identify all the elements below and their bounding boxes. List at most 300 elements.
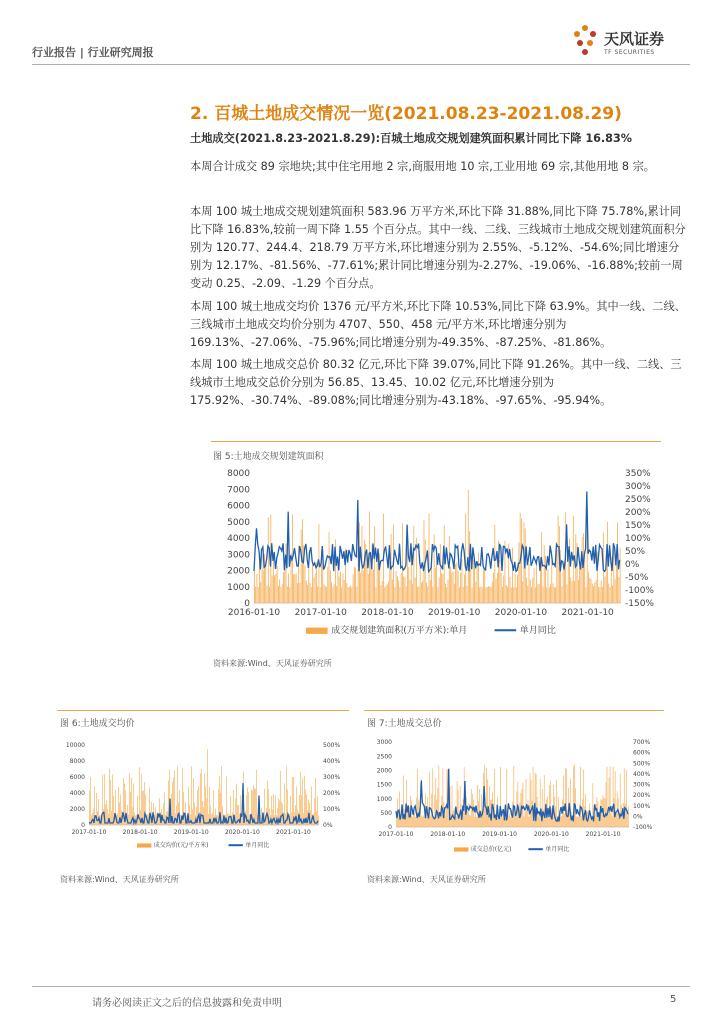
bar bbox=[276, 574, 277, 603]
page-number: 5 bbox=[670, 994, 677, 1005]
bar bbox=[315, 778, 316, 825]
bar bbox=[609, 778, 610, 827]
bar bbox=[456, 562, 457, 603]
y-right-tick: 200% bbox=[323, 790, 341, 798]
x-tick: 2019-01-10 bbox=[482, 831, 517, 838]
bar bbox=[481, 587, 482, 603]
bar bbox=[507, 587, 508, 603]
bar bbox=[326, 587, 327, 603]
bar bbox=[438, 788, 439, 827]
legend-label-line: 单月同比 bbox=[545, 846, 570, 853]
paragraph-3: 本周 100 城土地成交均价 1376 元/平方米,环比下降 10.53%,同比下降 63.9%。其中一线、二线、三线城市土地成交均价分别为 4707、550、458 元/平方米,环比增速分别为 169.13%、-27.06%、-75.96%;同比增速分别为-49.35%、-87.25%、-81.86%。 bbox=[190, 300, 686, 349]
y-left-tick: 1500 bbox=[376, 781, 392, 789]
chart-land-area bbox=[211, 463, 661, 643]
bar bbox=[457, 781, 458, 827]
bar bbox=[430, 815, 431, 827]
bar bbox=[257, 574, 258, 603]
bar bbox=[576, 817, 577, 827]
bar bbox=[368, 574, 369, 603]
bar bbox=[379, 553, 380, 603]
legend-label-line: 单月同比 bbox=[245, 842, 270, 849]
y-left-tick: 0 bbox=[81, 822, 85, 830]
bar bbox=[295, 805, 296, 825]
bar bbox=[586, 587, 587, 603]
bar bbox=[143, 790, 144, 825]
bar bbox=[443, 574, 444, 603]
bar bbox=[518, 782, 519, 827]
bar bbox=[421, 583, 422, 603]
bar bbox=[502, 587, 503, 603]
bar bbox=[350, 585, 351, 603]
bar bbox=[283, 572, 284, 603]
bar bbox=[488, 586, 489, 603]
figure-7-caption: 图 7:土地成交总价 bbox=[367, 719, 442, 729]
y-right-tick: 200% bbox=[625, 508, 651, 519]
bar bbox=[470, 816, 471, 827]
bar bbox=[194, 803, 195, 825]
bar bbox=[339, 576, 340, 603]
y-right-tick: 250% bbox=[625, 495, 651, 506]
bar bbox=[145, 794, 146, 825]
legend-label-bar: 成交总价(亿元) bbox=[470, 846, 512, 853]
bar bbox=[294, 574, 295, 603]
bar bbox=[613, 549, 614, 603]
figure-5-caption: 图 5:土地成交规划建筑面积 bbox=[213, 452, 324, 462]
bar bbox=[496, 579, 497, 603]
x-tick: 2018-01-10 bbox=[430, 831, 466, 838]
footer-disclaimer: 请务必阅读正文之后的信息披露和免责申明 bbox=[92, 998, 282, 1009]
bar bbox=[431, 565, 432, 603]
bar bbox=[522, 582, 523, 603]
bar bbox=[616, 813, 617, 827]
bar bbox=[272, 575, 273, 603]
bar bbox=[427, 586, 428, 603]
bar bbox=[292, 777, 293, 825]
bar bbox=[492, 581, 493, 603]
bar bbox=[550, 781, 551, 827]
bar bbox=[435, 568, 436, 603]
bar bbox=[364, 540, 365, 603]
bar bbox=[132, 807, 133, 825]
y-right-tick: 700% bbox=[633, 739, 651, 747]
bar bbox=[375, 587, 376, 603]
bar bbox=[343, 573, 344, 603]
bar bbox=[255, 587, 256, 603]
bar bbox=[447, 769, 448, 827]
bar bbox=[627, 814, 628, 827]
bar bbox=[582, 537, 583, 603]
bar bbox=[426, 583, 427, 603]
bar bbox=[588, 572, 589, 603]
bar bbox=[593, 586, 594, 603]
bar bbox=[612, 585, 613, 603]
legend-label-line: 单月同比 bbox=[519, 626, 556, 636]
bar bbox=[305, 565, 306, 603]
bar bbox=[408, 567, 409, 603]
bar bbox=[454, 584, 455, 603]
bar bbox=[556, 550, 557, 603]
bar bbox=[553, 583, 554, 603]
bar bbox=[477, 785, 478, 827]
bar bbox=[159, 798, 160, 825]
bar bbox=[190, 814, 191, 825]
bar bbox=[90, 777, 91, 825]
bar bbox=[542, 789, 543, 827]
bar bbox=[419, 586, 420, 603]
bar bbox=[286, 766, 287, 825]
bar bbox=[403, 775, 404, 827]
bar bbox=[344, 580, 345, 603]
bar bbox=[521, 519, 522, 603]
bar bbox=[443, 768, 444, 827]
bar bbox=[468, 490, 469, 603]
bar bbox=[341, 587, 342, 603]
bar bbox=[531, 780, 532, 827]
footer-divider bbox=[32, 986, 690, 987]
bar bbox=[414, 812, 415, 827]
bar bbox=[288, 573, 289, 603]
y-right-tick: 0% bbox=[633, 813, 643, 821]
bar bbox=[473, 560, 474, 603]
bar bbox=[566, 769, 567, 827]
bar bbox=[459, 587, 460, 603]
bar bbox=[578, 580, 579, 603]
y-left-tick: 6000 bbox=[69, 774, 85, 782]
y-right-tick: -150% bbox=[625, 599, 654, 610]
bar bbox=[607, 767, 608, 827]
bar bbox=[330, 570, 331, 603]
y-right-tick: 600% bbox=[633, 749, 651, 757]
x-tick: 2018-01-10 bbox=[361, 608, 414, 618]
bar bbox=[546, 587, 547, 603]
bar bbox=[570, 577, 571, 603]
bar bbox=[469, 815, 470, 827]
logo-mark-icon bbox=[570, 22, 600, 58]
bar bbox=[510, 817, 511, 827]
figure-5-rule bbox=[211, 441, 661, 442]
bar bbox=[548, 816, 549, 827]
bar bbox=[502, 817, 503, 827]
figure-6-rule bbox=[57, 710, 349, 711]
bar bbox=[615, 771, 616, 827]
bar bbox=[482, 816, 483, 827]
y-left-tick: 1000 bbox=[376, 795, 392, 803]
bar bbox=[487, 780, 488, 827]
bar bbox=[263, 570, 264, 603]
bar bbox=[464, 575, 465, 603]
bar bbox=[254, 571, 255, 603]
bar bbox=[483, 570, 484, 603]
bar bbox=[320, 587, 321, 603]
bar bbox=[527, 809, 528, 827]
bar bbox=[432, 587, 433, 603]
bar bbox=[448, 580, 449, 603]
bar bbox=[317, 587, 318, 603]
bar bbox=[523, 783, 524, 827]
bar bbox=[612, 816, 613, 827]
bar bbox=[296, 573, 297, 603]
x-tick: 2020-01-10 bbox=[533, 831, 569, 838]
bar bbox=[310, 583, 311, 603]
bar bbox=[129, 773, 130, 825]
bar bbox=[355, 568, 356, 603]
bar bbox=[281, 802, 282, 825]
y-right-tick: -100% bbox=[625, 586, 654, 597]
y-right-tick: 100% bbox=[323, 806, 341, 814]
bar bbox=[555, 587, 556, 603]
bar bbox=[363, 570, 364, 603]
bar bbox=[628, 806, 629, 827]
bar bbox=[605, 798, 606, 827]
bar bbox=[374, 526, 375, 603]
bar bbox=[384, 587, 385, 603]
bar bbox=[524, 816, 525, 827]
bar bbox=[397, 577, 398, 603]
bar bbox=[287, 586, 288, 603]
bar bbox=[599, 587, 600, 603]
y-right-tick: 500% bbox=[633, 760, 651, 768]
y-left-tick: 4000 bbox=[227, 534, 250, 545]
bar bbox=[387, 584, 388, 603]
bar bbox=[281, 587, 282, 603]
bar bbox=[562, 586, 563, 603]
bar bbox=[462, 559, 463, 603]
bar bbox=[592, 584, 593, 603]
y-left-tick: 500 bbox=[380, 809, 392, 817]
bar bbox=[402, 523, 403, 603]
bar bbox=[494, 769, 495, 827]
y-right-tick: 300% bbox=[625, 482, 651, 493]
bar bbox=[412, 817, 413, 827]
bar bbox=[300, 583, 301, 603]
bar bbox=[577, 816, 578, 827]
bar bbox=[544, 775, 545, 827]
bar bbox=[453, 571, 454, 603]
bar bbox=[289, 587, 290, 603]
bar bbox=[446, 587, 447, 603]
bar bbox=[207, 749, 208, 825]
bar bbox=[558, 516, 559, 603]
bar bbox=[230, 796, 231, 825]
y-left-tick: 0 bbox=[244, 599, 250, 610]
bar bbox=[279, 579, 280, 603]
y-left-tick: 0 bbox=[388, 824, 392, 832]
bar bbox=[392, 580, 393, 603]
bar bbox=[560, 550, 561, 603]
bar bbox=[446, 807, 447, 827]
bar bbox=[103, 809, 104, 825]
bar bbox=[441, 573, 442, 603]
bar bbox=[549, 785, 550, 827]
bar bbox=[421, 816, 422, 827]
figure-5-source: 资料来源:Wind、天风证券研究所 bbox=[213, 659, 332, 668]
bar bbox=[567, 584, 568, 603]
bar bbox=[202, 801, 203, 825]
bar bbox=[615, 579, 616, 603]
bar bbox=[403, 576, 404, 603]
bar bbox=[601, 580, 602, 603]
bar bbox=[405, 577, 406, 603]
bar bbox=[477, 562, 478, 603]
bar bbox=[517, 575, 518, 603]
bar bbox=[413, 814, 414, 827]
bar bbox=[173, 778, 174, 825]
bar bbox=[465, 514, 466, 603]
bar bbox=[130, 792, 131, 825]
bar bbox=[325, 586, 326, 603]
bar bbox=[410, 580, 411, 603]
bar bbox=[452, 786, 453, 827]
bar bbox=[445, 584, 446, 603]
bar bbox=[508, 816, 509, 827]
bar bbox=[618, 577, 619, 603]
bar bbox=[617, 791, 618, 827]
bar bbox=[608, 584, 609, 603]
bar bbox=[382, 581, 383, 603]
chart-land-total-price bbox=[364, 735, 664, 860]
bar bbox=[548, 569, 549, 603]
x-tick: 2017-01-10 bbox=[378, 831, 414, 838]
bar bbox=[348, 587, 349, 603]
bar bbox=[118, 787, 119, 825]
bar bbox=[255, 789, 256, 825]
bar bbox=[529, 564, 530, 603]
bar bbox=[415, 578, 416, 603]
x-tick: 2016-01-10 bbox=[227, 608, 281, 618]
figure-6-caption: 图 6:土地成交均价 bbox=[60, 719, 135, 729]
bar bbox=[554, 587, 555, 603]
bar bbox=[411, 801, 412, 827]
bar bbox=[581, 565, 582, 603]
bar bbox=[484, 568, 485, 603]
bar bbox=[535, 587, 536, 603]
bar bbox=[204, 773, 205, 825]
lead-label: 土地成交(2021.8.23-2021.8.29): bbox=[190, 132, 381, 145]
bar bbox=[412, 584, 413, 603]
bar bbox=[269, 587, 270, 603]
bar bbox=[260, 582, 261, 603]
bar bbox=[479, 789, 480, 827]
bar bbox=[610, 587, 611, 603]
bar bbox=[112, 774, 113, 825]
bar bbox=[534, 568, 535, 603]
bar bbox=[532, 801, 533, 827]
y-left-tick: 2000 bbox=[69, 806, 85, 814]
bar bbox=[458, 790, 459, 827]
bar bbox=[491, 587, 492, 603]
bar bbox=[450, 567, 451, 603]
paragraph-1: 本周合计成交 89 宗地块;其中住宅用地 2 宗,商服用地 10 宗,工业用地 69 宗,其他用地 8 宗。 bbox=[190, 160, 655, 173]
bar bbox=[318, 815, 319, 825]
bar bbox=[265, 565, 266, 603]
bar bbox=[537, 584, 538, 603]
bar bbox=[509, 814, 510, 827]
bar bbox=[583, 533, 584, 603]
bar bbox=[528, 800, 529, 827]
bar bbox=[501, 573, 502, 603]
legend-swatch-bar bbox=[137, 843, 151, 847]
bar bbox=[282, 584, 283, 603]
x-tick: 2019-01-10 bbox=[173, 829, 209, 836]
y-left-tick: 2500 bbox=[376, 753, 392, 761]
bar bbox=[206, 799, 207, 825]
bar bbox=[440, 816, 441, 827]
bar bbox=[581, 816, 582, 827]
bar bbox=[473, 800, 474, 827]
bar bbox=[306, 581, 307, 603]
bar bbox=[141, 774, 142, 825]
bar bbox=[516, 587, 517, 603]
bar bbox=[564, 814, 565, 827]
bar bbox=[451, 814, 452, 827]
bar bbox=[106, 801, 107, 825]
bar bbox=[610, 766, 611, 827]
bar bbox=[572, 581, 573, 603]
bar bbox=[543, 586, 544, 603]
y-right-tick: 100% bbox=[625, 534, 651, 545]
bar bbox=[307, 585, 308, 603]
bar bbox=[398, 580, 399, 603]
bar bbox=[463, 587, 464, 603]
bar bbox=[460, 786, 461, 827]
bar bbox=[386, 585, 387, 603]
bar bbox=[110, 779, 111, 825]
bar bbox=[613, 767, 614, 827]
bar bbox=[527, 586, 528, 603]
bar bbox=[277, 566, 278, 603]
bar bbox=[503, 575, 504, 603]
bar bbox=[422, 817, 423, 827]
bar bbox=[251, 790, 252, 825]
bar bbox=[510, 577, 511, 603]
y-left-tick: 4000 bbox=[69, 790, 85, 798]
bar bbox=[430, 580, 431, 603]
bar bbox=[474, 817, 475, 827]
x-tick: 2021-01-10 bbox=[561, 608, 614, 618]
bar bbox=[616, 563, 617, 603]
bar bbox=[602, 587, 603, 603]
bar bbox=[561, 816, 562, 827]
bar bbox=[256, 770, 257, 825]
bar bbox=[511, 587, 512, 603]
bar bbox=[596, 580, 597, 603]
x-tick: 2019-01-10 bbox=[428, 608, 481, 618]
y-right-tick: 0% bbox=[625, 560, 640, 571]
y-left-tick: 7000 bbox=[227, 485, 250, 496]
y-right-tick: 400% bbox=[633, 770, 651, 778]
bar bbox=[544, 545, 545, 603]
bar bbox=[475, 582, 476, 603]
bar bbox=[513, 587, 514, 603]
header-breadcrumb: 行业报告 | 行业研究周报 bbox=[32, 46, 154, 59]
bar bbox=[311, 587, 312, 603]
y-right-tick: 100% bbox=[633, 802, 651, 810]
bar bbox=[315, 573, 316, 603]
bar bbox=[506, 585, 507, 603]
y-right-tick: 400% bbox=[323, 758, 341, 766]
bar bbox=[525, 812, 526, 827]
bar bbox=[574, 764, 575, 827]
bar bbox=[304, 776, 305, 825]
y-left-tick: 2000 bbox=[227, 566, 250, 577]
bar bbox=[595, 815, 596, 827]
bar bbox=[515, 574, 516, 603]
bar bbox=[400, 587, 401, 603]
bar bbox=[514, 766, 515, 827]
bar bbox=[434, 795, 435, 827]
bar bbox=[512, 548, 513, 603]
bar bbox=[373, 570, 374, 603]
